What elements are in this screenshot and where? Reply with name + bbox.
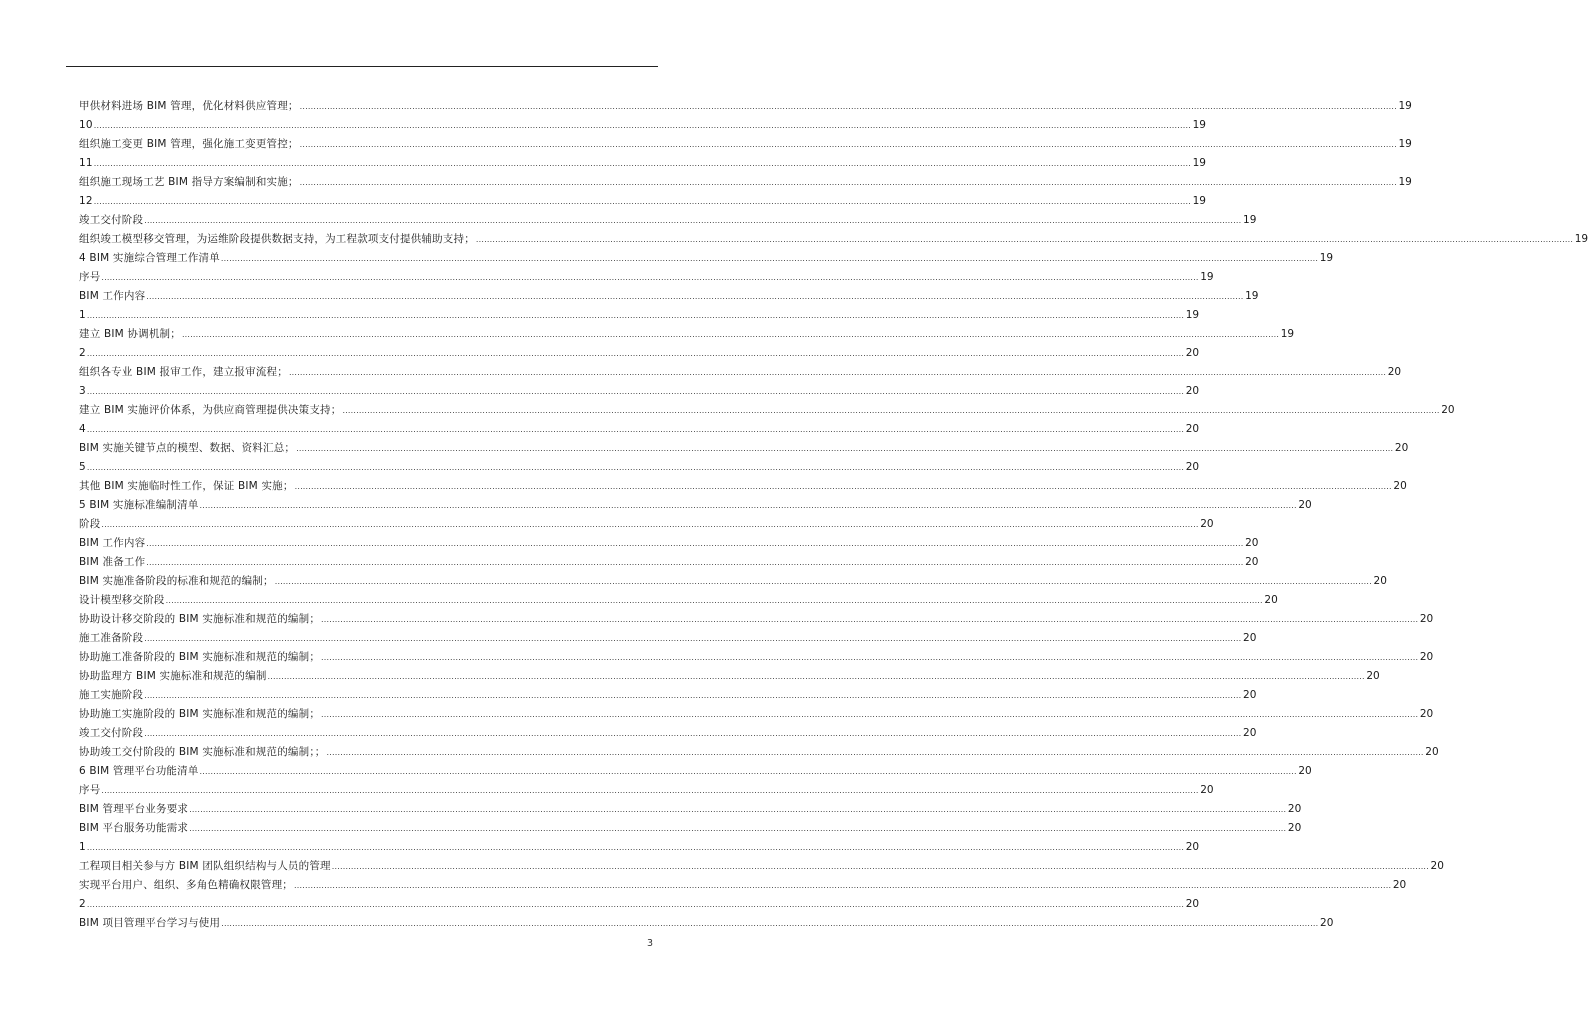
toc-entry-page: 20 xyxy=(1419,651,1434,663)
toc-entry-text: 施工实施阶段 xyxy=(79,689,144,701)
toc-entry-text: 协助设计移交阶段的 BIM 实施标准和规范的编制； xyxy=(79,613,321,625)
toc-entry-text: 其他 BIM 实施临时性工作，保证 BIM 实施； xyxy=(79,480,294,492)
toc-entry[interactable] xyxy=(79,344,1200,363)
toc-entry[interactable] xyxy=(79,743,1439,762)
toc-entry-text: 协助施工准备阶段的 BIM 实施标准和规范的编制； xyxy=(79,651,321,663)
toc-entry[interactable] xyxy=(79,192,1206,211)
toc-dot-leader: ................................................................................................................................................................................................................................................................................................................................................................................................................ xyxy=(199,767,1297,776)
toc-entry-page: 20 xyxy=(1298,499,1312,511)
toc-entry-text: 10 xyxy=(79,119,93,131)
toc-entry-text: 4 BIM 实施综合管理工作清单 xyxy=(79,252,220,264)
toc-entry[interactable] xyxy=(79,534,1259,553)
toc-entry-page: 20 xyxy=(1393,480,1407,492)
toc-entry[interactable] xyxy=(79,724,1257,743)
toc-entry[interactable] xyxy=(79,895,1200,914)
toc-dot-leader: ................................................................................................................................................................................................................................................................................................................................................................................................................ xyxy=(321,653,1419,662)
toc-entry-text: 甲供材料进场 BIM 管理，优化材料供应管理； xyxy=(79,100,299,112)
toc-entry-page: 19 xyxy=(1319,252,1334,264)
toc-entry-page: 20 xyxy=(1185,841,1200,853)
toc-entry-text: BIM 实施准备阶段的标准和规范的编制； xyxy=(79,575,274,587)
toc-entry-page: 20 xyxy=(1185,347,1200,359)
toc-dot-leader: ................................................................................................................................................................................................................................................................................................................................................................................................................ xyxy=(321,710,1419,719)
toc-entry[interactable] xyxy=(79,211,1257,230)
toc-dot-leader: ................................................................................................................................................................................................................................................................................................................................................................................................................ xyxy=(189,805,1287,814)
toc-entry-text: 协助监理方 BIM 实施标准和规范的编制 xyxy=(79,670,267,682)
toc-entry[interactable] xyxy=(79,648,1434,667)
toc-entry-page: 19 xyxy=(1574,233,1588,245)
toc-entry-text: 协助竣工交付阶段的 BIM 实施标准和规范的编制；； xyxy=(79,746,326,758)
toc-entry-text: 建立 BIM 协调机制； xyxy=(79,328,181,340)
toc-entry-text: 设计模型移交阶段 xyxy=(79,594,165,606)
toc-entry-page: 19 xyxy=(1245,290,1259,302)
toc-entry[interactable] xyxy=(79,116,1206,135)
toc-entry-text: 5 xyxy=(79,461,86,473)
toc-entry[interactable] xyxy=(79,325,1295,344)
toc-entry-page: 19 xyxy=(1243,214,1257,226)
toc-dot-leader: ................................................................................................................................................................................................................................................................................................................................................................................................................ xyxy=(326,748,1424,757)
toc-entry-page: 20 xyxy=(1394,442,1409,454)
toc-entry[interactable] xyxy=(79,800,1302,819)
toc-entry-page: 20 xyxy=(1441,404,1455,416)
toc-dot-leader: ................................................................................................................................................................................................................................................................................................................................................................................................................ xyxy=(299,102,1397,111)
toc-dot-leader: ................................................................................................................................................................................................................................................................................................................................................................................................................ xyxy=(86,387,1185,396)
toc-entry-text: 11 xyxy=(79,157,93,169)
toc-entry-page: 19 xyxy=(1192,195,1206,207)
toc-entry[interactable] xyxy=(79,781,1214,800)
toc-entry[interactable] xyxy=(79,838,1200,857)
toc-entry-text: BIM 准备工作 xyxy=(79,556,146,568)
toc-entry[interactable] xyxy=(79,686,1257,705)
toc-entry[interactable] xyxy=(79,154,1206,173)
toc-entry[interactable] xyxy=(79,268,1214,287)
toc-entry-text: 协助施工实施阶段的 BIM 实施标准和规范的编制； xyxy=(79,708,321,720)
toc-dot-leader: ................................................................................................................................................................................................................................................................................................................................................................................................................ xyxy=(321,615,1419,624)
toc-entry-page: 19 xyxy=(1398,100,1412,112)
page-number: 3 xyxy=(647,938,654,949)
toc-dot-leader: ................................................................................................................................................................................................................................................................................................................................................................................................................ xyxy=(86,900,1185,909)
toc-entry-text: BIM 工作内容 xyxy=(79,290,146,302)
toc-entry[interactable] xyxy=(79,477,1407,496)
toc-dot-leader: ................................................................................................................................................................................................................................................................................................................................................................................................................ xyxy=(331,862,1429,871)
toc-entry-text: 2 xyxy=(79,898,86,910)
toc-entry-text: 2 xyxy=(79,347,86,359)
toc-dot-leader: ................................................................................................................................................................................................................................................................................................................................................................................................................ xyxy=(189,824,1287,833)
toc-entry-page: 20 xyxy=(1200,518,1214,530)
toc-dot-leader: ................................................................................................................................................................................................................................................................................................................................................................................................................ xyxy=(86,425,1185,434)
toc-dot-leader: ................................................................................................................................................................................................................................................................................................................................................................................................................ xyxy=(146,558,1244,567)
toc-entry-page: 20 xyxy=(1245,537,1259,549)
toc-entry[interactable] xyxy=(79,173,1412,192)
toc-entry-text: 序号 xyxy=(79,271,101,283)
toc-entry[interactable] xyxy=(79,249,1334,268)
toc-dot-leader: ................................................................................................................................................................................................................................................................................................................................................................................................................ xyxy=(299,178,1397,187)
toc-entry-text: 12 xyxy=(79,195,93,207)
toc-entry-page: 20 xyxy=(1387,366,1402,378)
toc-entry[interactable] xyxy=(79,705,1434,724)
toc-entry[interactable] xyxy=(79,857,1444,876)
toc-entry-page: 20 xyxy=(1200,784,1214,796)
toc-entry[interactable] xyxy=(79,420,1200,439)
toc-entry-text: 竣工交付阶段 xyxy=(79,214,144,226)
toc-entry-page: 20 xyxy=(1366,670,1380,682)
toc-dot-leader: ................................................................................................................................................................................................................................................................................................................................................................................................................ xyxy=(146,539,1244,548)
toc-entry[interactable] xyxy=(79,819,1302,838)
toc-entry-text: 阶段 xyxy=(79,518,101,530)
toc-entry-page: 20 xyxy=(1419,708,1434,720)
toc-dot-leader: ................................................................................................................................................................................................................................................................................................................................................................................................................ xyxy=(86,349,1185,358)
toc-dot-leader: ................................................................................................................................................................................................................................................................................................................................................................................................................ xyxy=(93,159,1191,168)
toc-entry-page: 19 xyxy=(1200,271,1214,283)
toc-entry[interactable] xyxy=(79,496,1312,515)
toc-entry-page: 19 xyxy=(1280,328,1295,340)
toc-entry-text: 组织施工现场工艺 BIM 指导方案编制和实施； xyxy=(79,176,299,188)
header-rule xyxy=(66,66,658,67)
toc-entry-text: 5 BIM 实施标准编制清单 xyxy=(79,499,199,511)
toc-dot-leader: ................................................................................................................................................................................................................................................................................................................................................................................................................ xyxy=(146,292,1244,301)
toc-entry[interactable] xyxy=(79,762,1312,781)
toc-dot-leader: ................................................................................................................................................................................................................................................................................................................................................................................................................ xyxy=(221,919,1319,928)
toc-dot-leader: ................................................................................................................................................................................................................................................................................................................................................................................................................ xyxy=(294,482,1392,491)
toc-dot-leader: ................................................................................................................................................................................................................................................................................................................................................................................................................ xyxy=(144,691,1242,700)
toc-dot-leader: ................................................................................................................................................................................................................................................................................................................................................................................................................ xyxy=(299,140,1397,149)
toc-entry[interactable] xyxy=(79,610,1434,629)
toc-dot-leader: ................................................................................................................................................................................................................................................................................................................................................................................................................ xyxy=(181,330,1280,339)
toc-dot-leader: ................................................................................................................................................................................................................................................................................................................................................................................................................ xyxy=(86,843,1185,852)
toc-entry[interactable] xyxy=(79,439,1409,458)
toc-dot-leader: ................................................................................................................................................................................................................................................................................................................................................................................................................ xyxy=(199,501,1297,510)
toc-dot-leader: ................................................................................................................................................................................................................................................................................................................................................................................................................ xyxy=(288,368,1387,377)
toc-entry-text: BIM 项目管理平台学习与使用 xyxy=(79,917,221,929)
toc-dot-leader: ................................................................................................................................................................................................................................................................................................................................................................................................................ xyxy=(86,311,1185,320)
toc-dot-leader: ................................................................................................................................................................................................................................................................................................................................................................................................................ xyxy=(144,634,1242,643)
toc-entry-page: 20 xyxy=(1243,727,1257,739)
toc-dot-leader: ................................................................................................................................................................................................................................................................................................................................................................................................................ xyxy=(165,596,1263,605)
toc-entry-page: 20 xyxy=(1298,765,1312,777)
toc-entry[interactable] xyxy=(79,876,1407,895)
toc-dot-leader: ................................................................................................................................................................................................................................................................................................................................................................................................................ xyxy=(86,463,1185,472)
toc-entry-page: 20 xyxy=(1373,575,1387,587)
toc-entry-page: 19 xyxy=(1192,157,1206,169)
toc-dot-leader: ................................................................................................................................................................................................................................................................................................................................................................................................................ xyxy=(267,672,1365,681)
toc-entry-page: 20 xyxy=(1243,632,1257,644)
toc-entry-page: 20 xyxy=(1287,803,1302,815)
toc-entry[interactable] xyxy=(79,629,1257,648)
toc-entry-text: 组织竣工模型移交管理，为运维阶段提供数据支持，为工程款项支付提供辅助支持； xyxy=(79,233,475,245)
toc-dot-leader: ................................................................................................................................................................................................................................................................................................................................................................................................................ xyxy=(296,444,1394,453)
toc-entry-text: 序号 xyxy=(79,784,101,796)
toc-entry-text: 组织各专业 BIM 报审工作，建立报审流程； xyxy=(79,366,288,378)
toc-dot-leader: ................................................................................................................................................................................................................................................................................................................................................................................................................ xyxy=(274,577,1372,586)
toc-entry-page: 20 xyxy=(1185,898,1200,910)
toc-entry[interactable] xyxy=(79,135,1412,154)
toc-dot-leader: ................................................................................................................................................................................................................................................................................................................................................................................................................ xyxy=(101,520,1199,529)
toc-entry-text: 工程项目相关参与方 BIM 团队组织结构与人员的管理 xyxy=(79,860,331,872)
toc-dot-leader: ................................................................................................................................................................................................................................................................................................................................................................................................................ xyxy=(220,254,1319,263)
toc-entry[interactable] xyxy=(79,667,1380,686)
toc-entry[interactable] xyxy=(79,553,1259,572)
toc-entry-page: 20 xyxy=(1430,860,1444,872)
toc-entry-text: 实现平台用户、组织、多角色精确权限管理； xyxy=(79,879,293,891)
toc-entry-text: 4 xyxy=(79,423,86,435)
toc-dot-leader: ................................................................................................................................................................................................................................................................................................................................................................................................................ xyxy=(294,881,1392,890)
toc-entry-page: 20 xyxy=(1392,879,1407,891)
toc-entry-page: 20 xyxy=(1243,689,1257,701)
toc-entry[interactable] xyxy=(79,363,1402,382)
toc-dot-leader: ................................................................................................................................................................................................................................................................................................................................................................................................................ xyxy=(101,786,1199,795)
toc-entry-text: 施工准备阶段 xyxy=(79,632,144,644)
toc-dot-leader: ................................................................................................................................................................................................................................................................................................................................................................................................................ xyxy=(93,121,1191,130)
toc-entry[interactable] xyxy=(79,287,1259,306)
toc-entry[interactable] xyxy=(79,230,1588,249)
toc-entry-page: 20 xyxy=(1320,917,1334,929)
toc-dot-leader: ................................................................................................................................................................................................................................................................................................................................................................................................................ xyxy=(144,729,1242,738)
toc-entry-text: 组织施工变更 BIM 管理，强化施工变更管控； xyxy=(79,138,299,150)
toc-entry-page: 19 xyxy=(1192,119,1206,131)
toc-entry-text: 1 xyxy=(79,309,86,321)
toc-entry[interactable] xyxy=(79,97,1412,116)
toc-entry-text: BIM 平台服务功能需求 xyxy=(79,822,189,834)
toc-entry[interactable] xyxy=(79,572,1387,591)
toc-entry-text: 6 BIM 管理平台功能清单 xyxy=(79,765,199,777)
toc-entry-text: BIM 工作内容 xyxy=(79,537,146,549)
toc-entry-page: 20 xyxy=(1185,385,1200,397)
toc-entry[interactable] xyxy=(79,382,1200,401)
toc-entry-text: 1 xyxy=(79,841,86,853)
toc-dot-leader: ................................................................................................................................................................................................................................................................................................................................................................................................................ xyxy=(93,197,1191,206)
toc-entry-text: 建立 BIM 实施评价体系，为供应商管理提供决策支持； xyxy=(79,404,342,416)
toc-entry-text: BIM 实施关键节点的模型、数据、资料汇总； xyxy=(79,442,296,454)
toc-dot-leader: ................................................................................................................................................................................................................................................................................................................................................................................................................ xyxy=(475,235,1574,244)
toc-entry-page: 20 xyxy=(1185,461,1200,473)
toc-dot-leader: ................................................................................................................................................................................................................................................................................................................................................................................................................ xyxy=(342,406,1440,415)
toc-entry-text: 竣工交付阶段 xyxy=(79,727,144,739)
toc-entry-page: 19 xyxy=(1185,309,1200,321)
toc-entry-page: 20 xyxy=(1245,556,1259,568)
toc-entry-page: 20 xyxy=(1425,746,1439,758)
toc-entry[interactable] xyxy=(79,591,1278,610)
toc-entry-page: 20 xyxy=(1287,822,1302,834)
toc-entry-text: 3 xyxy=(79,385,86,397)
toc-entry-page: 19 xyxy=(1398,176,1412,188)
toc-entry[interactable] xyxy=(79,401,1455,420)
toc-entry-page: 19 xyxy=(1398,138,1412,150)
toc-entry-page: 20 xyxy=(1185,423,1200,435)
toc-dot-leader: ................................................................................................................................................................................................................................................................................................................................................................................................................ xyxy=(144,216,1242,225)
table-of-contents xyxy=(79,97,1588,933)
toc-entry[interactable] xyxy=(79,458,1200,477)
toc-entry-text: BIM 管理平台业务要求 xyxy=(79,803,189,815)
toc-entry[interactable] xyxy=(79,914,1334,933)
toc-dot-leader: ................................................................................................................................................................................................................................................................................................................................................................................................................ xyxy=(101,273,1199,282)
toc-entry[interactable] xyxy=(79,515,1214,534)
toc-entry[interactable] xyxy=(79,306,1200,325)
toc-entry-page: 20 xyxy=(1419,613,1434,625)
toc-entry-page: 20 xyxy=(1264,594,1278,606)
